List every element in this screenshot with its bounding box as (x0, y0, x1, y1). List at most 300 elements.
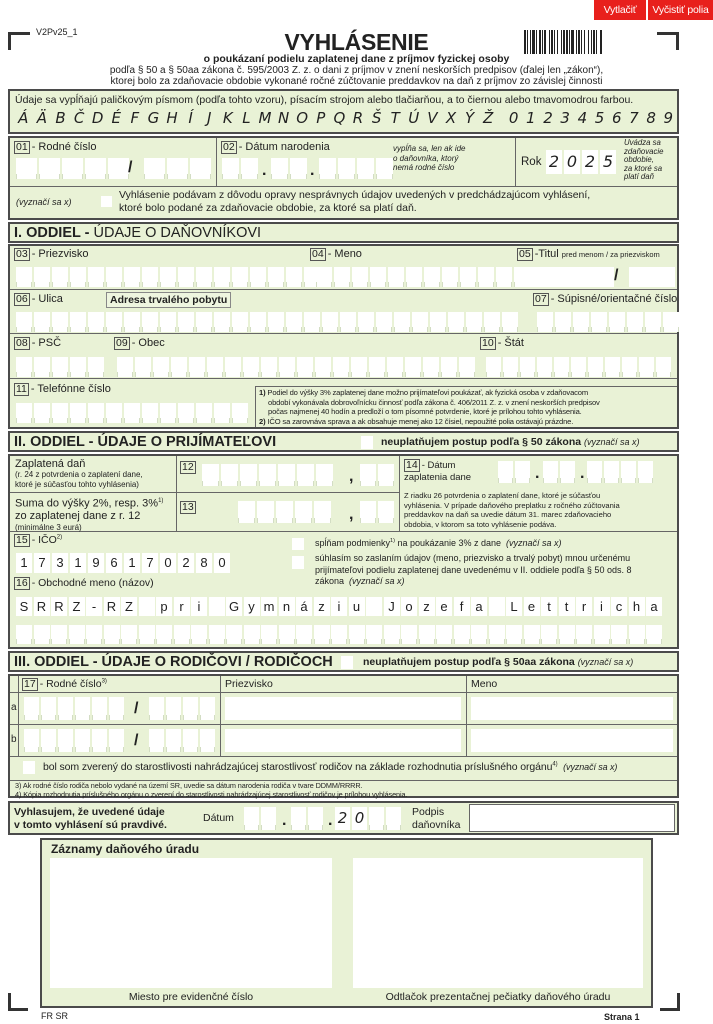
input-cell[interactable] (183, 697, 198, 720)
input-cell[interactable] (214, 267, 230, 287)
input-cell[interactable] (34, 267, 50, 287)
input-cell[interactable] (92, 697, 107, 720)
input-cell[interactable] (109, 697, 124, 720)
input-cell[interactable]: r (174, 597, 190, 616)
input-cell[interactable] (142, 312, 158, 332)
input-cell[interactable] (537, 312, 553, 332)
input-cell[interactable] (240, 464, 257, 486)
input-cell[interactable] (153, 357, 169, 377)
input-cell[interactable] (92, 729, 107, 752)
input-cell[interactable] (268, 267, 284, 287)
input-cell[interactable] (34, 312, 50, 332)
input-cell[interactable] (106, 403, 122, 423)
input-cell[interactable]: G (226, 597, 242, 616)
parent-b-surname-input[interactable] (225, 729, 461, 752)
payment-date-day[interactable] (498, 461, 530, 483)
input-cell[interactable] (271, 158, 288, 179)
parent-a-birth-number-part2[interactable] (149, 697, 215, 720)
input-cell[interactable] (88, 403, 104, 423)
input-cell[interactable] (156, 625, 172, 644)
input-cell[interactable] (588, 357, 603, 377)
input-cell[interactable]: 9 (88, 553, 104, 573)
input-cell[interactable]: t (559, 597, 575, 616)
input-cell[interactable] (75, 697, 90, 720)
input-cell[interactable] (639, 357, 654, 377)
input-cell[interactable]: i (594, 597, 610, 616)
input-cell[interactable]: 2 (335, 807, 350, 830)
input-cell[interactable] (209, 625, 225, 644)
input-cell[interactable]: z (419, 597, 435, 616)
input-cell[interactable] (376, 158, 393, 179)
input-cell[interactable]: R (34, 597, 50, 616)
input-cell[interactable] (85, 158, 106, 179)
input-cell[interactable] (52, 312, 68, 332)
input-cell[interactable] (257, 501, 274, 523)
input-cell[interactable] (442, 267, 458, 287)
input-cell[interactable] (117, 357, 133, 377)
input-cell[interactable] (189, 357, 205, 377)
input-cell[interactable] (160, 403, 176, 423)
input-cell[interactable] (139, 597, 155, 616)
input-cell[interactable]: 3 (52, 553, 68, 573)
input-cell[interactable] (496, 267, 512, 287)
input-cell[interactable] (106, 267, 122, 287)
input-cell[interactable] (656, 357, 671, 377)
input-cell[interactable] (537, 357, 552, 377)
input-cell[interactable]: m (261, 597, 277, 616)
input-cell[interactable]: 1 (16, 553, 32, 573)
input-cell[interactable] (286, 312, 302, 332)
input-cell[interactable] (406, 267, 422, 287)
input-cell[interactable] (296, 625, 312, 644)
input-cell[interactable] (200, 729, 215, 752)
input-cell[interactable] (412, 312, 428, 332)
input-cell[interactable] (139, 625, 155, 644)
input-cell[interactable] (611, 625, 627, 644)
input-cell[interactable] (370, 267, 386, 287)
input-cell[interactable] (334, 267, 350, 287)
input-cell[interactable]: r (576, 597, 592, 616)
input-cell[interactable] (484, 312, 500, 332)
input-cell[interactable] (645, 312, 661, 332)
input-cell[interactable] (378, 464, 394, 486)
input-cell[interactable] (278, 464, 295, 486)
declaration-date-month[interactable] (291, 807, 323, 830)
input-cell[interactable] (543, 461, 558, 483)
input-cell[interactable] (478, 267, 494, 287)
input-cell[interactable]: R (51, 597, 67, 616)
input-cell[interactable] (232, 267, 248, 287)
input-cell[interactable] (319, 158, 336, 179)
input-cell[interactable] (261, 357, 277, 377)
input-cell[interactable] (316, 267, 332, 287)
input-cell[interactable] (244, 807, 259, 830)
input-cell[interactable] (621, 461, 636, 483)
birth-date-day[interactable] (222, 158, 258, 179)
input-cell[interactable] (622, 357, 637, 377)
input-cell[interactable] (58, 729, 73, 752)
input-cell[interactable] (196, 403, 212, 423)
input-cell[interactable] (663, 312, 679, 332)
input-cell[interactable] (401, 625, 417, 644)
input-cell[interactable] (448, 312, 464, 332)
input-cell[interactable] (460, 267, 476, 287)
clear-fields-button[interactable]: Vyčistiť polia (648, 0, 713, 20)
input-cell[interactable]: 0 (564, 150, 580, 174)
input-cell[interactable] (591, 312, 607, 332)
input-cell[interactable] (250, 312, 266, 332)
input-cell[interactable] (144, 158, 165, 179)
input-cell[interactable] (214, 312, 230, 332)
input-cell[interactable] (88, 312, 104, 332)
input-cell[interactable] (167, 158, 188, 179)
input-cell[interactable] (39, 158, 60, 179)
input-cell[interactable] (226, 625, 242, 644)
input-cell[interactable] (16, 625, 32, 644)
input-cell[interactable] (160, 267, 176, 287)
country-input[interactable] (486, 357, 671, 377)
input-cell[interactable] (423, 357, 439, 377)
input-cell[interactable] (200, 697, 215, 720)
input-cell[interactable] (261, 807, 276, 830)
input-cell[interactable] (349, 625, 365, 644)
input-cell[interactable] (222, 158, 239, 179)
input-cell[interactable]: 2 (546, 150, 562, 174)
input-cell[interactable] (384, 625, 400, 644)
input-cell[interactable] (52, 357, 68, 377)
input-cell[interactable]: e (436, 597, 452, 616)
input-cell[interactable] (196, 267, 212, 287)
input-cell[interactable] (58, 697, 73, 720)
input-cell[interactable]: 0 (160, 553, 176, 573)
input-cell[interactable] (376, 312, 392, 332)
input-cell[interactable] (524, 625, 540, 644)
input-cell[interactable] (142, 403, 158, 423)
first-name-input[interactable] (316, 267, 530, 287)
input-cell[interactable]: 0 (214, 553, 230, 573)
share-amount-cents-input[interactable] (360, 501, 394, 523)
input-cell[interactable] (559, 625, 575, 644)
input-cell[interactable] (106, 312, 122, 332)
input-cell[interactable] (104, 625, 120, 644)
input-cell[interactable] (243, 357, 259, 377)
input-cell[interactable] (571, 357, 586, 377)
input-cell[interactable]: n (279, 597, 295, 616)
input-cell[interactable] (503, 357, 518, 377)
input-cell[interactable]: z (314, 597, 330, 616)
input-cell[interactable]: Z (121, 597, 137, 616)
input-cell[interactable] (16, 357, 32, 377)
input-cell[interactable] (88, 267, 104, 287)
input-cell[interactable] (166, 729, 181, 752)
input-cell[interactable]: c (611, 597, 627, 616)
input-cell[interactable]: a (646, 597, 662, 616)
input-cell[interactable] (360, 501, 376, 523)
input-cell[interactable] (171, 357, 187, 377)
input-cell[interactable] (202, 464, 219, 486)
input-cell[interactable] (405, 357, 421, 377)
birth-number-part1[interactable] (16, 158, 129, 179)
input-cell[interactable]: 2 (582, 150, 598, 174)
surname-input[interactable] (16, 267, 320, 287)
input-cell[interactable] (304, 312, 320, 332)
input-cell[interactable]: 8 (196, 553, 212, 573)
input-cell[interactable] (295, 501, 312, 523)
print-button[interactable]: Vytlačiť (594, 0, 646, 20)
paid-tax-cents-input[interactable] (360, 464, 394, 486)
input-cell[interactable] (109, 729, 124, 752)
input-cell[interactable]: S (16, 597, 32, 616)
input-cell[interactable] (388, 267, 404, 287)
input-cell[interactable] (520, 357, 535, 377)
input-cell[interactable] (587, 461, 602, 483)
input-cell[interactable] (386, 807, 401, 830)
input-cell[interactable]: 7 (34, 553, 50, 573)
input-cell[interactable] (466, 312, 482, 332)
input-cell[interactable] (576, 625, 592, 644)
input-cell[interactable]: o (401, 597, 417, 616)
input-cell[interactable] (196, 312, 212, 332)
input-cell[interactable] (366, 597, 382, 616)
input-cell[interactable] (178, 267, 194, 287)
input-cell[interactable]: 7 (142, 553, 158, 573)
input-cell[interactable] (75, 729, 90, 752)
input-cell[interactable] (178, 312, 194, 332)
input-cell[interactable] (51, 625, 67, 644)
input-cell[interactable] (489, 625, 505, 644)
parent-a-surname-input[interactable] (225, 697, 461, 720)
input-cell[interactable] (454, 625, 470, 644)
municipality-input[interactable] (117, 357, 475, 377)
input-cell[interactable] (315, 357, 331, 377)
input-cell[interactable] (419, 625, 435, 644)
parent-a-name-input[interactable] (471, 697, 673, 720)
input-cell[interactable] (357, 158, 374, 179)
input-cell[interactable]: e (524, 597, 540, 616)
input-cell[interactable] (560, 461, 575, 483)
house-number-input[interactable] (537, 312, 679, 332)
input-cell[interactable] (183, 729, 198, 752)
input-cell[interactable] (166, 697, 181, 720)
input-cell[interactable] (430, 312, 446, 332)
input-cell[interactable]: Z (69, 597, 85, 616)
input-cell[interactable]: f (454, 597, 470, 616)
input-cell[interactable] (207, 357, 223, 377)
input-cell[interactable] (121, 625, 137, 644)
input-cell[interactable]: 5 (600, 150, 616, 174)
input-cell[interactable]: 2 (178, 553, 194, 573)
input-cell[interactable] (471, 625, 487, 644)
input-cell[interactable] (41, 729, 56, 752)
paid-tax-input[interactable] (202, 464, 333, 486)
input-cell[interactable] (250, 267, 266, 287)
input-cell[interactable] (268, 312, 284, 332)
input-cell[interactable] (352, 267, 368, 287)
input-cell[interactable] (178, 403, 194, 423)
input-cell[interactable] (331, 625, 347, 644)
input-cell[interactable]: u (349, 597, 365, 616)
input-cell[interactable]: a (471, 597, 487, 616)
input-cell[interactable] (308, 807, 323, 830)
input-cell[interactable] (506, 625, 522, 644)
input-cell[interactable]: t (541, 597, 557, 616)
street-input[interactable] (16, 312, 518, 332)
input-cell[interactable] (108, 158, 129, 179)
input-cell[interactable] (191, 625, 207, 644)
correction-checkbox[interactable] (101, 196, 112, 207)
parent-b-birth-number-part2[interactable] (149, 729, 215, 752)
input-cell[interactable]: á (296, 597, 312, 616)
input-cell[interactable]: R (104, 597, 120, 616)
input-cell[interactable] (279, 625, 295, 644)
input-cell[interactable]: L (506, 597, 522, 616)
input-cell[interactable] (629, 625, 645, 644)
input-cell[interactable] (241, 158, 258, 179)
input-cell[interactable] (70, 403, 86, 423)
input-cell[interactable] (340, 312, 356, 332)
input-cell[interactable]: 0 (352, 807, 367, 830)
input-cell[interactable] (573, 312, 589, 332)
input-cell[interactable] (232, 312, 248, 332)
input-cell[interactable] (34, 357, 50, 377)
input-cell[interactable] (489, 597, 505, 616)
input-cell[interactable] (351, 357, 367, 377)
input-cell[interactable] (70, 267, 86, 287)
input-cell[interactable] (436, 625, 452, 644)
input-cell[interactable] (515, 461, 530, 483)
input-cell[interactable] (135, 357, 151, 377)
input-cell[interactable] (174, 625, 190, 644)
payment-date-year[interactable] (587, 461, 653, 483)
input-cell[interactable]: 6 (106, 553, 122, 573)
input-cell[interactable] (316, 464, 333, 486)
input-cell[interactable] (259, 464, 276, 486)
input-cell[interactable] (314, 625, 330, 644)
birth-number-part2[interactable] (144, 158, 211, 179)
ico-input[interactable] (16, 553, 230, 573)
input-cell[interactable] (646, 625, 662, 644)
foster-care-checkbox[interactable] (23, 761, 35, 774)
input-cell[interactable] (16, 312, 32, 332)
input-cell[interactable] (279, 357, 295, 377)
input-cell[interactable] (378, 501, 394, 523)
parent-b-birth-number-part1[interactable] (24, 729, 124, 752)
input-cell[interactable]: i (191, 597, 207, 616)
input-cell[interactable] (366, 625, 382, 644)
title-after-input[interactable] (629, 267, 675, 287)
input-cell[interactable] (338, 158, 355, 179)
business-name-input-row2[interactable] (16, 625, 662, 644)
input-cell[interactable] (314, 501, 331, 523)
input-cell[interactable] (34, 625, 50, 644)
input-cell[interactable] (604, 461, 619, 483)
input-cell[interactable] (261, 625, 277, 644)
input-cell[interactable] (62, 158, 83, 179)
input-cell[interactable] (297, 357, 313, 377)
input-cell[interactable] (286, 267, 302, 287)
input-cell[interactable] (70, 357, 86, 377)
input-cell[interactable] (16, 403, 32, 423)
input-cell[interactable] (424, 267, 440, 287)
birth-date-month[interactable] (271, 158, 307, 179)
input-cell[interactable]: p (156, 597, 172, 616)
input-cell[interactable] (394, 312, 410, 332)
postal-code-input[interactable] (16, 357, 104, 377)
input-cell[interactable] (387, 357, 403, 377)
input-cell[interactable] (290, 158, 307, 179)
input-cell[interactable] (297, 464, 314, 486)
input-cell[interactable] (594, 625, 610, 644)
input-cell[interactable] (555, 312, 571, 332)
input-cell[interactable] (225, 357, 241, 377)
input-cell[interactable]: 1 (124, 553, 140, 573)
section-2-optout-checkbox[interactable] (361, 436, 373, 449)
phone-input[interactable] (16, 403, 248, 423)
input-cell[interactable] (69, 625, 85, 644)
input-cell[interactable] (609, 312, 625, 332)
input-cell[interactable] (441, 357, 457, 377)
birth-date-year[interactable] (319, 158, 393, 179)
input-cell[interactable] (369, 357, 385, 377)
signature-field[interactable] (469, 804, 675, 832)
input-cell[interactable] (34, 403, 50, 423)
business-name-input-row1[interactable] (16, 597, 662, 616)
input-cell[interactable] (214, 403, 230, 423)
input-cell[interactable] (627, 312, 643, 332)
payment-date-month[interactable] (543, 461, 575, 483)
input-cell[interactable] (124, 403, 140, 423)
input-cell[interactable]: h (629, 597, 645, 616)
input-cell[interactable] (149, 729, 164, 752)
input-cell[interactable] (221, 464, 238, 486)
input-cell[interactable] (16, 158, 37, 179)
input-cell[interactable] (276, 501, 293, 523)
input-cell[interactable] (502, 312, 518, 332)
input-cell[interactable] (52, 267, 68, 287)
input-cell[interactable]: - (86, 597, 102, 616)
input-cell[interactable] (244, 625, 260, 644)
input-cell[interactable]: J (384, 597, 400, 616)
input-cell[interactable]: i (331, 597, 347, 616)
input-cell[interactable] (369, 807, 384, 830)
input-cell[interactable] (86, 625, 102, 644)
input-cell[interactable] (160, 312, 176, 332)
input-cell[interactable]: 1 (70, 553, 86, 573)
input-cell[interactable] (459, 357, 475, 377)
input-cell[interactable] (24, 729, 39, 752)
input-cell[interactable] (124, 267, 140, 287)
conditions-checkbox[interactable] (292, 538, 304, 550)
input-cell[interactable] (209, 597, 225, 616)
input-cell[interactable] (358, 312, 374, 332)
input-cell[interactable] (541, 625, 557, 644)
input-cell[interactable] (322, 312, 338, 332)
input-cell[interactable] (41, 697, 56, 720)
input-cell[interactable] (554, 357, 569, 377)
input-cell[interactable] (190, 158, 211, 179)
input-cell[interactable] (124, 312, 140, 332)
input-cell[interactable] (360, 464, 376, 486)
input-cell[interactable] (498, 461, 513, 483)
declaration-date-year[interactable] (335, 807, 401, 830)
title-before-input[interactable] (528, 267, 614, 287)
input-cell[interactable] (16, 267, 32, 287)
input-cell[interactable] (605, 357, 620, 377)
section-3-optout-checkbox[interactable] (341, 656, 353, 669)
share-amount-input[interactable] (238, 501, 331, 523)
input-cell[interactable] (238, 501, 255, 523)
input-cell[interactable] (70, 312, 86, 332)
